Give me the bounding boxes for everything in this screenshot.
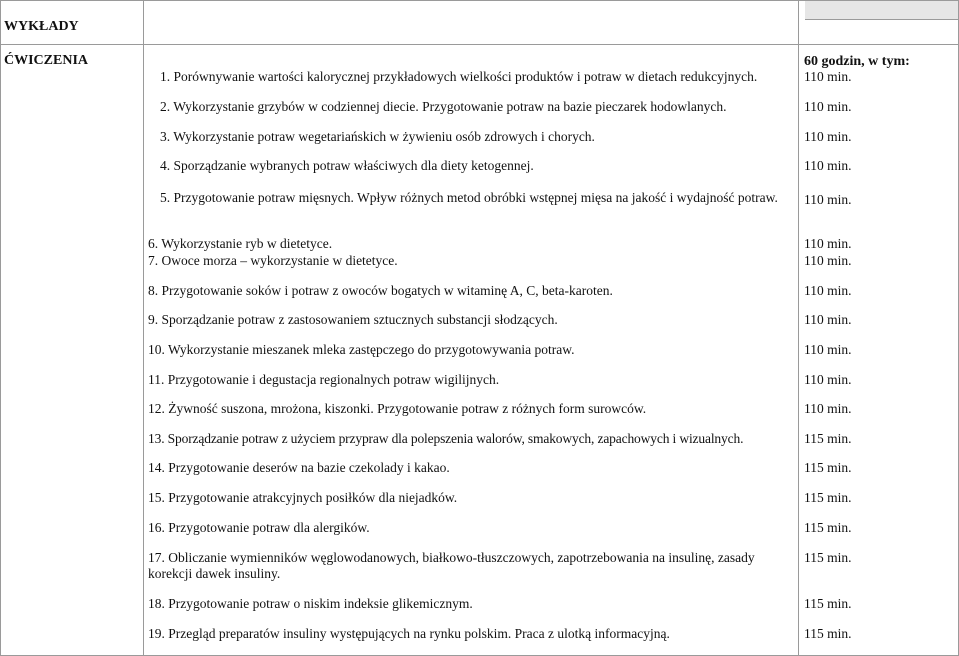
item-duration: 110 min. [804,283,852,298]
item-duration: 115 min. [804,520,852,535]
hours-header: 60 godzin, w tym: [804,54,910,69]
grid-line [143,0,144,656]
item-duration: 115 min. [804,626,852,641]
item-duration: 110 min. [804,342,852,357]
lectures-heading: WYKŁADY [4,19,79,34]
item-topic: 3. Wykorzystanie potraw wegetariańskich w żywieniu osób zdrowych i chorych. [160,129,595,144]
item-duration: 110 min. [804,401,852,416]
grid-line [0,0,1,656]
item-topic: 13. Sporządzanie potraw z użyciem przypraw dla polepszenia walorów, smakowych, zapachowych i wizualnych. [148,431,744,446]
grid-line [805,19,958,20]
item-topic: 1. Porównywanie wartości kalorycznej przykładowych wielkości produktów i potraw w dietach redukcyjnych. [160,69,758,84]
item-topic: 18. Przygotowanie potraw o niskim indeksie glikemicznym. [148,596,473,611]
item-topic: 15. Przygotowanie atrakcyjnych posiłków dla niejadków. [148,490,458,505]
item-topic: 7. Owoce morza – wykorzystanie w dietetyce. [148,253,398,268]
item-duration: 110 min. [804,69,852,84]
header-shade [805,1,958,19]
item-duration: 115 min. [804,490,852,505]
item-topic: 19. Przegląd preparatów insuliny występujących na rynku polskim. Praca z ulotką informacyjną. [148,626,670,641]
item-topic: 17. Obliczanie wymienników węglowodanowych, białkowo-tłuszczowych, zapotrzebowania na insulinę, zasady korekcji dawek insuliny. [148,550,755,581]
item-topic: 2. Wykorzystanie grzybów w codziennej diecie. Przygotowanie potraw na bazie pieczarek hodowlanych. [160,99,727,114]
item-topic: 4. Sporządzanie wybranych potraw właściwych dla diety ketogennej. [160,158,534,173]
item-duration: 110 min. [804,129,852,144]
item-topic: 5. Przygotowanie potraw mięsnych. Wpływ różnych metod obróbki wstępnej mięsa na jakość i wydajność potraw. [160,190,778,205]
item-duration: 115 min. [804,550,852,565]
item-duration: 110 min. [804,312,852,327]
item-duration: 110 min. [804,236,852,251]
item-topic: 9. Sporządzanie potraw z zastosowaniem sztucznych substancji słodzących. [148,312,558,327]
item-duration: 115 min. [804,460,852,475]
item-topic: 10. Wykorzystanie mieszanek mleka zastępczego do przygotowywania potraw. [148,342,575,357]
item-duration: 110 min. [804,372,852,387]
item-duration: 110 min. [804,99,852,114]
item-duration: 115 min. [804,596,852,611]
item-duration: 115 min. [804,431,852,446]
item-duration: 110 min. [804,158,852,173]
item-topic: 8. Przygotowanie soków i potraw z owoców bogatych w witaminę A, C, beta-karoten. [148,283,613,298]
item-topic: 14. Przygotowanie deserów na bazie czekolady i kakao. [148,460,450,475]
item-duration: 110 min. [804,192,852,207]
item-topic: 12. Żywność suszona, mrożona, kiszonki. Przygotowanie potraw z różnych form surowców. [148,401,647,416]
item-topic: 11. Przygotowanie i degustacja regionalnych potraw wigilijnych. [148,372,500,387]
exercises-heading: ĆWICZENIA [4,53,89,68]
item-topic: 6. Wykorzystanie ryb w dietetyce. [148,236,333,251]
item-topic: 16. Przygotowanie potraw dla alergików. [148,520,370,535]
item-duration: 110 min. [804,253,852,268]
